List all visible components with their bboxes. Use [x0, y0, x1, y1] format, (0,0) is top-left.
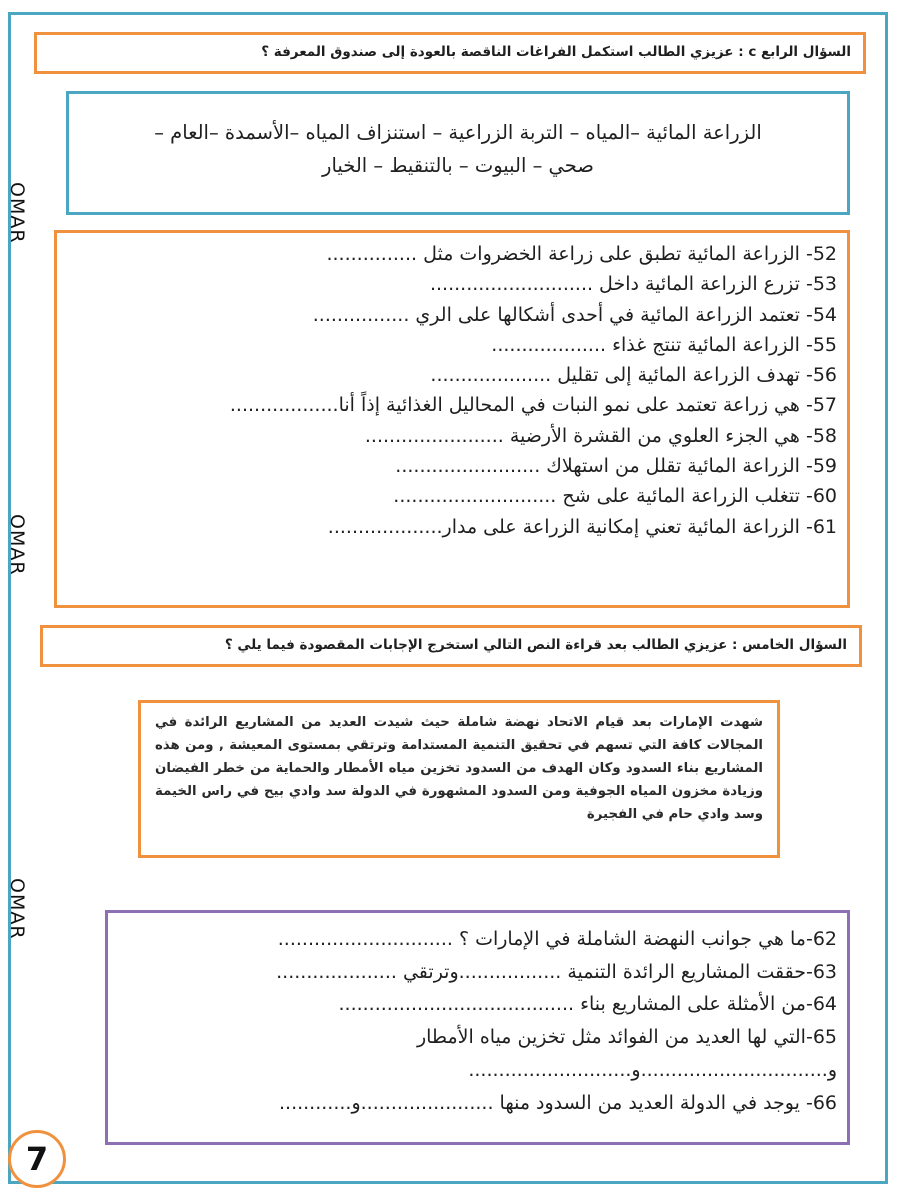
fill-in-item-59[interactable]: 59- الزراعة المائية تقلل من استهلاك ........................	[395, 455, 837, 478]
fill-in-item-61[interactable]: 61- الزراعة المائية تعني إمكانية الزراعة على مدار...................	[327, 515, 837, 538]
answer-item-66[interactable]: 66- يوجد في الدولة العديد من السدود منها ......................و............	[278, 1091, 837, 1114]
fill-in-item-58[interactable]: 58- هي الجزء العلوي من القشرة الأرضية .......................	[364, 424, 837, 447]
word-bank-line-2: صحي – البيوت – بالتنقيط – الخيار	[322, 154, 594, 177]
answer-item-62[interactable]: 62-ما هي جوانب النهضة الشاملة في الإمارات ؟ .............................	[277, 928, 837, 950]
question-5-header: السؤال الخامس : عزيزي الطالب بعد قراءة النص التالي استخرج الإجابات المقصودة فيما يلي ؟	[40, 625, 862, 667]
fill-in-item-57[interactable]: 57- هي زراعة تعتمد على نمو النبات في المحاليل الغذائية إذاً أنا..................	[229, 394, 837, 417]
word-bank-text	[69, 94, 847, 182]
answer-item-64[interactable]: 64-من الأمثلة على المشاريع بناء .......................................	[338, 993, 837, 1016]
fill-in-item-56[interactable]: 56- تهدف الزراعة المائية إلى تقليل ....................	[430, 364, 837, 387]
answer-item-63[interactable]: 63-حققت المشاريع الرائدة التنمية .................وترتقي ....................	[276, 960, 837, 983]
answer-item-65-blanks[interactable]: و...............................و...........................	[468, 1058, 837, 1081]
watermark-omar-top: OMAR	[6, 182, 28, 244]
page-number-badge	[8, 1130, 66, 1188]
question-4-header: السؤال الرابع c : عزيزي الطالب استكمل الفراغات الناقصة بالعودة إلى صندوق المعرفة ؟	[34, 32, 866, 74]
answer-item-65[interactable]: 65-التي لها العديد من الفوائد مثل تخزين مياه الأمطار	[416, 1026, 837, 1049]
word-bank-box	[66, 91, 850, 215]
watermark-omar-middle: OMAR	[6, 514, 28, 576]
fill-in-item-52[interactable]: 52- الزراعة المائية تطبق على زراعة الخضروات مثل ...............	[326, 243, 837, 265]
fill-in-item-53[interactable]: 53- تزرع الزراعة المائية داخل ...........................	[429, 273, 837, 296]
fill-in-item-60[interactable]: 60- تتغلب الزراعة المائية على شح ...........................	[393, 485, 837, 508]
watermark-omar-bottom: OMAR	[6, 878, 28, 940]
word-bank-line-1: الزراعة المائية –المياه – التربة الزراعية – استنزاف المياه –الأسمدة –العام –	[154, 121, 762, 144]
fill-in-item-55[interactable]: 55- الزراعة المائية تنتج غذاء ...................	[491, 333, 837, 356]
fill-in-item-54[interactable]: 54- تعتمد الزراعة المائية في أحدى أشكالها على الري ................	[312, 303, 837, 326]
reading-passage-text: شهدت الإمارات بعد قيام الاتحاد نهضة شاملة حيث شيدت العديد من المشاريع الرائدة في المجالات كافة التي تسهم في تحقيق التنمية المستدامة وترتقي بمستوى المعيشة , ومن هذه المشاريع بناء السدود وكان الهدف من السدود تخزين مياه الأمطار والحماية من خطر الفيضان وزيادة مخزون المياه الجوفية ومن السدود المشهورة في الدولة سد وادي بيح في راس الخيمة وسد وادي حام في الفجيرة	[155, 715, 763, 822]
question-5-items-box	[105, 910, 850, 1145]
reading-passage-box	[138, 700, 780, 858]
page-number: 7	[25, 1140, 49, 1178]
question-4-items-box	[54, 230, 850, 608]
